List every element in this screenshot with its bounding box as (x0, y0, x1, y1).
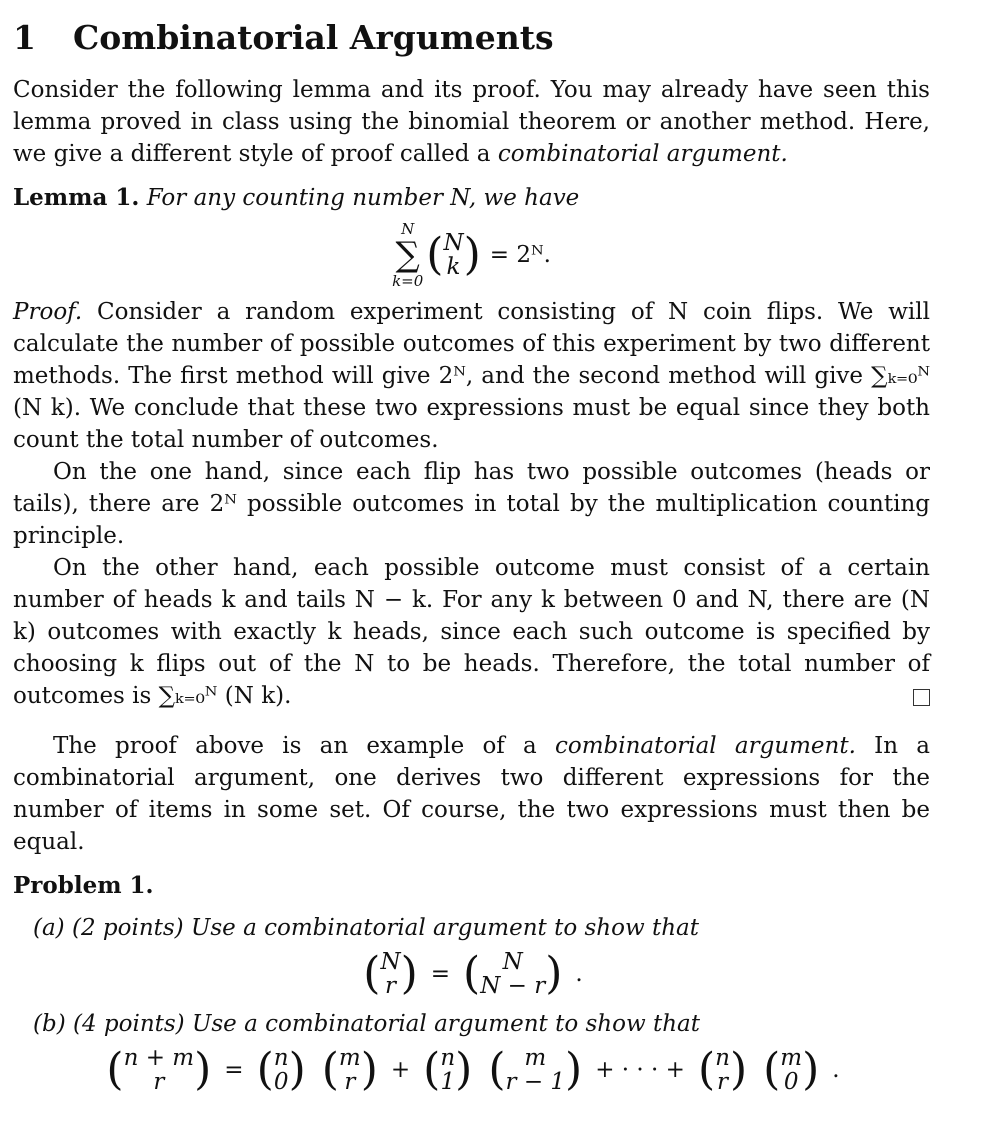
binom-b-t2d-bottom: r − 1 (505, 1069, 566, 1095)
binom-top: N (443, 230, 464, 256)
binom-b-t2b: ( m r − 1 ) (488, 1044, 583, 1095)
binom-a-right: ( N N − r ) (463, 948, 563, 999)
intro-text: Consider the following lemma and its proof. You may already have seen this lemma proved in class using the binomial theorem or another method. Here, we give a different style of proof called a (13, 77, 930, 167)
binom-b-t3c-top: m (780, 1045, 803, 1071)
binom-b-lhs-top: n + m (123, 1045, 195, 1071)
proof-paragraph-2: On the one hand, since each flip has two possible outcomes (heads or tails), there are 2ᴺ possible outcomes in total by the multiplication counting principle. (13, 459, 930, 549)
binom-b-t1-bottom: 0 (273, 1069, 289, 1095)
intro-term: combinatorial argument. (497, 141, 788, 167)
section-title: Combinatorial Arguments (73, 18, 554, 57)
binom-b-t2c-top: m (524, 1045, 547, 1071)
binom-a-left-bottom: r (385, 973, 397, 999)
proof-paragraph-3 (13, 552, 930, 712)
period-b: . (832, 1057, 840, 1083)
equals-sign-b: = (224, 1057, 244, 1083)
remark-pre: The proof above is an example of a (53, 733, 537, 759)
sum-upper: N (401, 220, 415, 238)
part-a-text: (a) (2 points) Use a combinatorial argument to show that (33, 915, 699, 941)
binom-a-left-top: N (380, 949, 401, 975)
binom-b-t1c-top: m (338, 1045, 361, 1071)
binomial: ( N k ) (426, 229, 481, 280)
binom-b-lhs-bottom: r (153, 1069, 165, 1095)
period: . (575, 961, 583, 987)
proof-paragraph-1 (13, 296, 930, 456)
binom-b-t2-bottom: 1 (440, 1069, 456, 1095)
section-number: 1 (13, 18, 36, 57)
lemma (13, 182, 930, 214)
section-heading (13, 16, 930, 60)
binom-b-t1d-bottom: r (344, 1069, 356, 1095)
binom-b-t1-top: n (273, 1045, 289, 1071)
binom-b-t1a: ( n 0 ) (256, 1044, 306, 1095)
sum-symbol: N ∑ k=0 (392, 220, 424, 290)
binom-a-right-top: N (502, 949, 523, 975)
binom-b-t2-top: n (440, 1045, 456, 1071)
proof-text-3: On the other hand, each possible outcome must consist of a certain number of heads k and tails N − k. For any k between 0 and N, there are (N k) outcomes with exactly k heads, since each such outcome is specified by choosing k flips out of the N to be heads. Therefore, the total number of outcomes is ∑ₖ₌₀ᴺ (N k). (13, 555, 930, 709)
lemma-rhs: = 2ᴺ. (489, 242, 551, 268)
binom-bottom: k (446, 254, 461, 280)
proof-label: Proof. (13, 299, 83, 325)
binom-b-lhs: ( n + m r ) (106, 1044, 212, 1095)
binom-b-t3d-bottom: 0 (783, 1069, 799, 1095)
qed-box-icon (913, 689, 930, 706)
binom-a-left: ( N r ) (363, 948, 418, 999)
binom-b-t3-bottom: r (717, 1069, 729, 1095)
equals-sign: = (430, 961, 451, 987)
remark-post: In a combinatorial argument, one derives two different expressions for the number of items in some set. Of course, the two expressions must then be equal. (13, 733, 930, 855)
binom-b-t3a: ( n r ) (697, 1044, 748, 1095)
binom-b-t1b: ( m r ) (321, 1044, 378, 1095)
remark-paragraph (13, 730, 930, 858)
ellipsis: + · · · + (595, 1057, 685, 1083)
lemma-statement: For any counting number N, we have (146, 185, 580, 211)
binom-b-t2a: ( n 1 ) (423, 1044, 473, 1095)
binom-b-t3b: ( m 0 ) (763, 1044, 820, 1095)
lemma-equation (13, 220, 930, 290)
part-b-text: (b) (4 points) Use a combinatorial argument to show that (33, 1011, 700, 1037)
problem-label: Problem 1. (13, 872, 154, 899)
proof-text-1: Consider a random experiment consisting of N coin flips. We will calculate the number of possible outcomes of this experiment by two different methods. The first method will give 2ᴺ, and the second method will give ∑ₖ₌₀ᴺ (N k). We conclude that these two expressions must be equal since they both count the total number of outcomes. (13, 299, 930, 453)
remark-term: combinatorial argument. (555, 733, 856, 759)
sum-lower: k=0 (392, 272, 424, 290)
equation-a (13, 950, 930, 998)
equation-b (13, 1046, 930, 1094)
binom-a-right-bottom: N − r (480, 973, 546, 999)
page (13, 16, 930, 1100)
intro-paragraph (13, 74, 930, 170)
plus-sign: + (390, 1057, 411, 1083)
binom-b-t3-top: n (715, 1045, 730, 1071)
lemma-label: Lemma 1. (13, 184, 140, 211)
